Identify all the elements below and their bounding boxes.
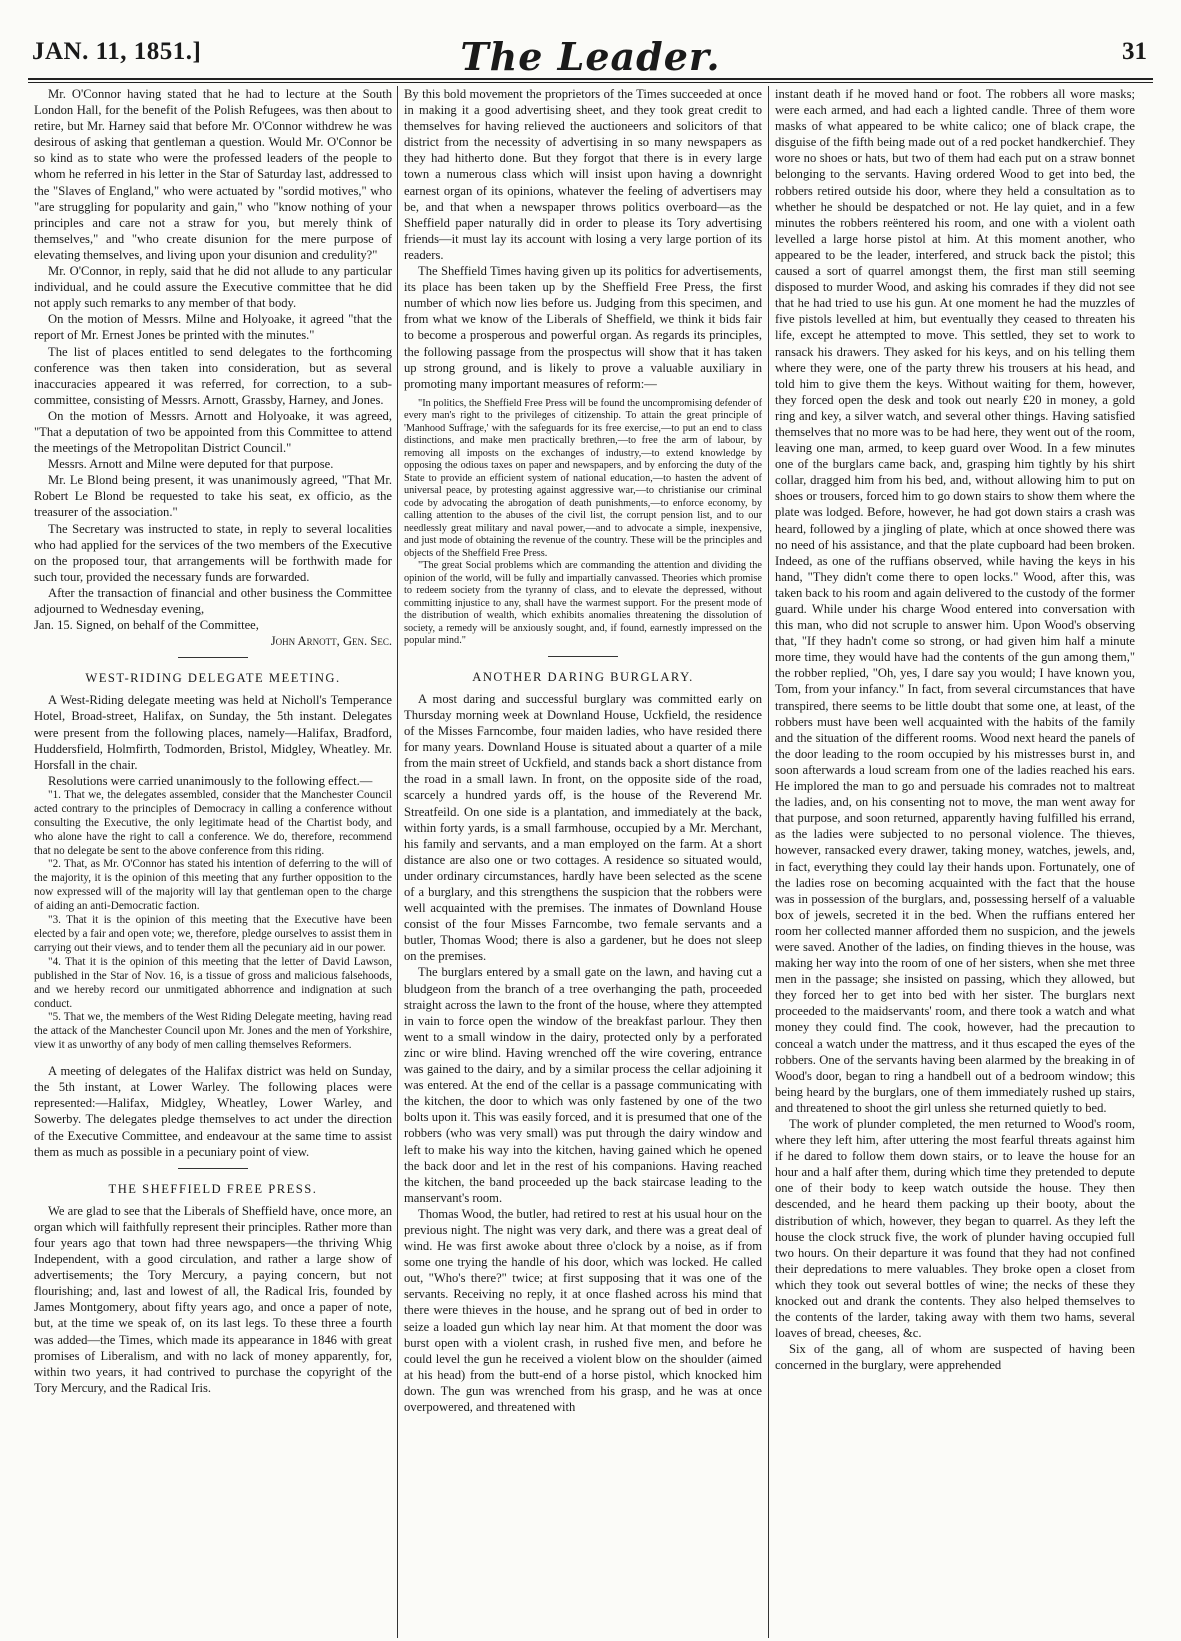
- resolution: "5. That we, the members of the West Riding Delegate meeting, having read the attack of the Manchester Council upon Mr. Jones and the men of Yorkshire, view it as unworthy of any body of men calling themselves Reformers.: [34, 1011, 392, 1052]
- paragraph: The Sheffield Times having given up its politics for advertisements, its place has been taken up by the Sheffield Free Press, the first number of which now lies before us. Judging from this specimen, and from what we know of the Liberals of Sheffield, we think it bids fair to become a prosperous and powerful organ. As regards its principles, the following passage from the prospectus will show that it has taken up strong ground, and is likely to prove a valuable auxiliary in promoting many important measures of reform:—: [404, 264, 762, 391]
- masthead-rule-thin: [28, 82, 1153, 83]
- paragraph: The burglars entered by a small gate on the lawn, and having cut a bludgeon from the branch of a tree overhanging the path, proceeded straight across the lawn to the front of the house, where they attempted in vain to force open the window of the breakfast parlour. They then went to a small window in the dairy, protected only by a perforated zinc or wire blind. Having wrenched off the wire covering, entrance was gained to the dairy, and by a similar process the cellar adjoining it was entered. At the end of the cellar is a passage communicating with the kitchen, the door to which was only fastened by one of the two bolts upon it. This was easily forced, and it is presumed that one of the robbers (who was very small) was put through the dairy window and left to make his way into the kitchen, having gained which he opened the back door and let in the rest of his companions. Having reached the kitchen, the band proceeded up the back staircase leading to the manservant's room.: [404, 965, 762, 1205]
- paragraph: By this bold movement the proprietors of the Times succeeded at once in making it a good advertising sheet, and they took great credit to themselves for having relieved the auctioneers and solicitors of that district from the necessity of advertising in so many newspapers as they had hitherto done. But they forgot that there is in every large town a numerous class which will insist upon having a downright earnest organ of its opinions, whatever the feeling of advertisers may be, and that when a newspaper throws politics overboard—as the Sheffield paper naturally did in order to please its Tory advertising friends—it must lay its account with losing a very large portion of its readers.: [404, 87, 762, 262]
- paragraph: On the motion of Messrs. Milne and Holyoake, it agreed "that the report of Mr. Ernest Jones be printed with the minutes.": [34, 312, 392, 343]
- paragraph: Thomas Wood, the butler, had retired to rest at his usual hour on the previous night. The night was very dark, and there was a great deal of wind. He was first awoke about three o'clock by a noise, as if from some one trying the handle of his door, which was locked. He called out, "Who's there?" twice; at first supposing that it was one of the servants. Receiving no reply, it at once flashed across his mind that there were thieves in the house, and he sprang out of bed in order to seize a loaded gun which lay near him. At that moment the door was burst open with a violent crash, in rushed five men, and before he could level the gun he received a violent blow on the shoulder (aimed at his head) from the butt-end of a horse pistol, which knocked him down. The gun was wrenched from his grasp, and he was at once overpowered, and threatened with: [404, 1206, 762, 1414]
- column-divider: [397, 86, 398, 1638]
- resolution: "2. That, as Mr. O'Connor has stated his intention of deferring to the will of the majority, it is the opinion of this meeting that any further opposition to the now expressed will of the majority will lay that gentleman open to the charge of aiding an anti-Democratic faction.: [34, 858, 392, 913]
- column-1: [34, 86, 392, 1638]
- signature: John Arnott, Gen. Sec.: [270, 634, 392, 649]
- issue-date: JAN. 11, 1851.]: [32, 38, 202, 65]
- quoted-passage: "In politics, the Sheffield Free Press will be found the uncompromising defender of every man's right to the privileges of citizenship. To attain the great principle of 'Manhood Suffrage,' with the safeguards for its free exercise,—to put an end to class distinctions, and make men practically brethren,—to free the arm of labour, by removing all imposts on the exchanges of industry,—to extend knowledge by opposing the odious taxes on paper and newspapers, and by enforcing the duty of the State to provide an efficient system of national education,—to hasten the advent of universal peace, by protesting against aggressive war,—to christianise our criminal code by advocating the abrogation of death punishments,—to enforce economy, by calling attention to the abuses of the civil list, the corrupt pension list, and to our needlessly great military and naval power,—and to advocate a simple, inexpensive, and just mode of obtaining the revenue of the country. These will be the principles and objects of the Sheffield Free Press.: [404, 397, 762, 559]
- section-separator: [178, 657, 248, 658]
- resolution: "3. That it is the opinion of this meeting that the Executive have been elected by a fair and open vote; we, therefore, pledge ourselves to assist them in carrying out their views, and to tender them all the pecuniary aid in our power.: [34, 914, 392, 954]
- masthead-rule: [28, 78, 1153, 80]
- section-heading: THE SHEFFIELD FREE PRESS.: [108, 1181, 318, 1196]
- resolution: "1. That we, the delegates assembled, consider that the Manchester Council acted contrary to the principles of Democracy in calling a conference without consulting the Executive, the only legitimate head of the Chartist body, and who alone have the right to call a conference. We do, therefore, recommend that no delegate be sent to the above conference from this riding.: [34, 788, 392, 857]
- paragraph: After the transaction of financial and other business the Committee adjourned to Wednesday evening,: [34, 585, 392, 616]
- paragraph: Mr. O'Connor having stated that he had to lecture at the South London Hall, for the benefit of the Polish Refugees, was then about to retire, but Mr. Harney said that before Mr. O'Connor withdrew he was desirous of asking that gentleman a question. Would Mr. O'Connor be so kind as to state who were the professed leaders of the people to whom he referred in his letter in the Star of Saturday last, addressed to the "Slaves of England," who were actuated by "sordid motives," who "are struggling for popularity and gain," who "know nothing of your principles and care not a straw for you, but merely think of themselves," and "who create disunion for the mere purpose of elevating themselves, and living upon your disunion and credulity?": [34, 87, 392, 262]
- paragraph: Mr. Le Blond being present, it was unanimously agreed, "That Mr. Robert Le Blond be requested to take his seat, ex officio, as the treasurer of the association.": [34, 473, 392, 520]
- column-3: [775, 86, 1135, 1638]
- paragraph: On the motion of Messrs. Arnott and Holyoake, it was agreed, "That a deputation of two be appointed from this Committee to attend the meetings of the Metropolitan District Council.": [34, 408, 392, 456]
- column-divider: [768, 86, 769, 1638]
- paragraph: The Secretary was instructed to state, in reply to several localities who had applied for the services of the two members of the Executive on the proposed tour, that arrangements will be forthwith made for such tour, provided the necessary funds are forwarded.: [34, 521, 392, 584]
- paragraph: Resolutions were carried unanimously to the following effect.—: [48, 773, 373, 788]
- paragraph: A most daring and successful burglary was committed early on Thursday morning week at Downland House, Uckfield, the residence of the Misses Farncombe, four maiden ladies, who have resided there for many years. Downland House is situated about a quarter of a mile from the main street of Uckfield, and stands back a short distance from the road in a small lawn. In front, on the opposite side of the road, scarcely a hundred yards off, is the house of the Reverend Mr. Streatfeild. On one side is a plantation, and immediately at the back, within forty yards, is a small farmhouse, occupied by a Mr. Merchant, his family and servants, and a man employed on the farm. At a short distance are also one or two cottages. A residence so situated would, under ordinary circumstances, hardly have been selected as the scene of a burglary, and this strengthens the suspicion that the robbers were well acquainted with the premises. The inmates of Downland House consist of the four Misses Farncombe, two female servants and a butler, Thomas Wood; there is also a gardener, but he does not sleep on the premises.: [404, 691, 762, 964]
- section-separator: [178, 1168, 248, 1169]
- paragraph: We are glad to see that the Liberals of Sheffield have, once more, an organ which will faithfully represent their principles. Rather more than four years ago that town had three newspapers—the thriving Whig Independent, with a good circulation, and rather a large show of advertisements; the Tory Mercury, a paying concern, but not flourishing; and, last and lowest of all, the Radical Iris, founded by James Montgomery, about fifty years ago, and once a paper of note, but, at the time we speak of, on its last legs. To these three a fourth was added—the Times, which made its appearance in 1846 with great promises of Liberalism, and with no lack of money apparently, for, within two years, it had contrived to purchase the copyright of the Tory Mercury, and the Radical Iris.: [34, 1203, 392, 1395]
- paragraph: instant death if he moved hand or foot. The robbers all wore masks; were each armed, and had each a lighted candle. Three of them wore masks of what appeared to be white calico; one of black crape, the disguise of the fifth being made out of a red pocket handkerchief. They wore no shoes or hats, but two of them had each put on a straw bonnet belonging to the servants. Having ordered Wood to get into bed, the robbers retired outside his door, where they held a consultation as to whether he should be despatched or not. He lay quiet, and in a few minutes the robbers reëntered his room, and one with a violent oath levelled a large horse pistol at him. At this moment another, who appeared to be the leader, interfered, and struck back the pistol; this caused a sort of quarrel amongst them, the first man still seeming disposed to murder Wood, and asking his comrades if they did not see that he had tried to use his gun. At one moment he had the muzzles of five pistols levelled at him, but eventually they ceased to threaten his life, except he attempted to move. This settled, they set to work to ransack his drawers. They asked for his keys, and on his telling them where they were, one of the party threw his trousers at his head, and told him to give them the keys. Without waiting for them, however, they forced open the desk and took out nearly £20 in money, a gold ring and key, a silver watch, and several other things. Having satisfied themselves that no more was to be had here, they went out of the room, leaving one man, armed, to keep guard over Wood. In a few minutes one of the burglars came back, and, grasping him tightly by his shirt collar, dragged him from his bed, and, without allowing him to put on shoes or trousers, forced him to go down stairs to show them where the plate was lodged. Before, however, he had got down stairs a crash was heard, followed by a jingling of plate, which at once showed there was no need of his assistance, and that the plate cupboard had been broken. Indeed, as one of the ruffians observed, while having the keys in his hand, "They didn't come there to open locks." Wood, after this, was taken back to his room and again delivered to the custody of the former guard. While under his charge Wood entered into conversation with this man, who did not scruple to answer him. Upon Wood's observing that, "If they hadn't come so strong, or had given him half a minute more time, they would have had the contents of the gun among them," the robber replied, "Oh, yes, I dare say you would; I have known you, Tom, from your infancy." In fact, from several circumstances that have transpired, there seems to be little doubt that some one, at least, of the robbers must have been well acquainted with the habits of the family and the situation of the different rooms. Wood next heard the panels of the door leading to the room occupied by his mistresses burst in, and soon afterwards a loud scream from one of the ladies reached his ears. He implored the man to go and persuade his comrades not to maltreat the ladies, and, on his consenting not to move, the man went away for that purpose, and soon returned, apparently having fulfilled his errand, as the ladies were subjected to no personal violence. The thieves, however, ransacked every drawer, taking money, watches, jewels, and, in fact, everything they could lay their hands upon. Fortunately, one of the ladies rose on becoming acquainted with the fact that the house was in possession of the burglars, and, possessing herself of a valuable box of jewels, secreted it in the bed. When the ruffians entered her room her collected manner afforded them no suspicion, and the jewels were saved. Another of the ladies, on finding thieves in the house, was making her way into the room of one of her sisters, when she met three men in the passage; she insisted on passing, which they allowed, but they forced her to get into bed with her sister. The burglars next proceeded to the maidservants' room, and there took a watch and what money they could find. The cook, however, had the precaution to conceal a watch under the mattress, and it thus escaped the eyes of the robbers. One of the servants having been alarmed by the breaking in of Wood's door, began to ring a handbell out of a bedroom window; this being heard by the burglars, one of them immediately rushed up stairs, and threatened to shoot the girl unless she returned quietly to bed.: [775, 87, 1135, 1115]
- paragraph: A West-Riding delegate meeting was held at Nicholl's Temperance Hotel, Broad-street, Halifax, on Sunday, the 5th instant. Delegates were present from the following places, namely—Halifax, Bradford, Huddersfield, Holmfirth, Todmorden, Bristol, Midgley, Wheatley. Mr. Horsfall in the chair.: [34, 693, 392, 772]
- newspaper-title: The Leader.: [460, 34, 721, 79]
- resolution: "4. That it is the opinion of this meeting that the letter of David Lawson, published in the Star of Nov. 16, is a tissue of gross and malicious falsehoods, and we hereby record our unmitigated abhorrence and indignation at such conduct.: [34, 955, 392, 1010]
- page-number: 31: [1122, 38, 1147, 65]
- paragraph: The list of places entitled to send delegates to the forthcoming conference was then taken into consideration, but as several inaccuracies appeared it was referred, for correction, to a sub-committee, consisting of Messrs. Arnott, Grassby, Harney, and Jones.: [34, 344, 392, 407]
- date-line: Jan. 15. Signed, on behalf of the Committee,: [34, 618, 259, 633]
- section-heading: ANOTHER DARING BURGLARY.: [472, 669, 694, 684]
- quoted-passage: "The great Social problems which are commanding the attention and dividing the opinion of the world, will be fully and impartially canvassed. Theories which promise to redeem society from the tyranny of class, and to elevate the depressed, without committing injustice to any, shall have the warmest support. For the present mode of the distribution of wealth, which exhibits anomalies threatening the dissolution of society, a remedy will be anxiously sought, and, if found, earnestly impressed on the popular mind.": [404, 560, 762, 647]
- masthead: [28, 34, 1153, 78]
- section-heading: WEST-RIDING DELEGATE MEETING.: [85, 671, 341, 686]
- paragraph: A meeting of delegates of the Halifax district was held on Sunday, the 5th instant, at Lower Warley. The following places were represented:—Halifax, Midgley, Wheatley, Lower Warley, and Sowerby. The delegates pledge themselves to act under the direction of the Executive Committee, and endeavour at the same time to assist them as much as possible in a pecuniary point of view.: [34, 1064, 392, 1159]
- paragraph: Mr. O'Connor, in reply, said that he did not allude to any particular individual, and he could assure the Executive committee that he did not apply such remarks to any member of that body.: [34, 264, 392, 311]
- paragraph: Messrs. Arnott and Milne were deputed for that purpose.: [48, 457, 334, 472]
- section-separator: [548, 656, 618, 657]
- column-2: [404, 86, 762, 1638]
- paragraph: The work of plunder completed, the men returned to Wood's room, where they left him, after uttering the most fearful threats against him if he dared to follow them down stairs, or to leave the house for an hour and a half after them, during which time they pretended to depute one of their body to keep watch outside the house. They then descended, and he heard them packing up their booty, about the distribution of which, however, they began to quarrel. As they left the house the clock struck five, the work of plunder having occupied full two hours. On their departure it was found that they had not confined their depredations to mere valuables. They broke open a closet from which they took out several bottles of wine; the necks of these they knocked out and drank the contents. They also helped themselves to the contents of the larder, taking away with them two hams, several loaves of bread, cheeses, &c.: [775, 1117, 1135, 1341]
- paragraph: Six of the gang, all of whom are suspected of having been concerned in the burglary, were apprehended: [775, 1342, 1135, 1373]
